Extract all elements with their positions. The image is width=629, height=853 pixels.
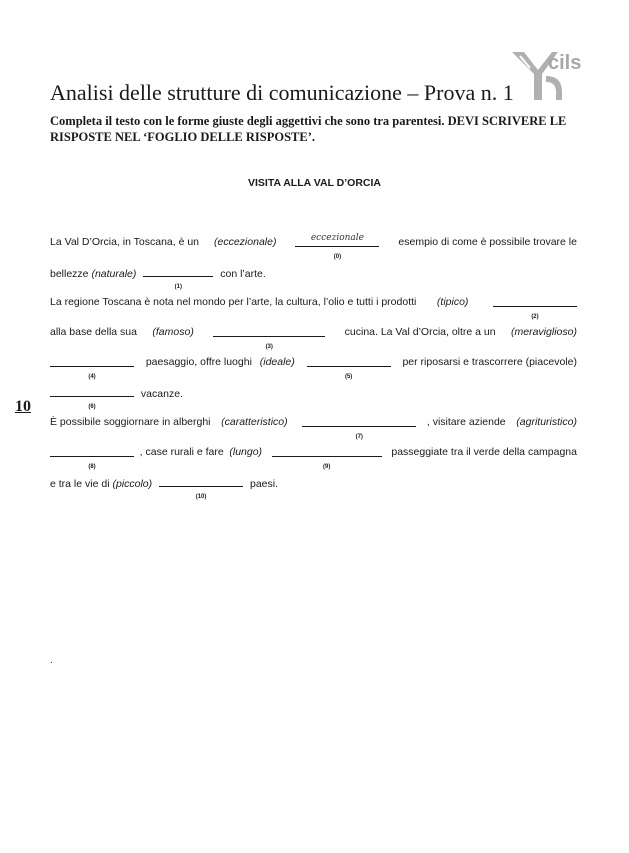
answer-blank-6: [50, 385, 134, 410]
text-line-6: [50, 385, 577, 410]
text-line-7: [50, 415, 577, 440]
text-segment: , visitare aziende: [426, 416, 506, 428]
blank-number: (4): [88, 374, 96, 380]
adjective-hint: (meraviglioso): [511, 326, 577, 338]
blank-number: (2): [531, 314, 539, 320]
text-segment: esempio di come è possibile trovare le: [398, 236, 577, 248]
blank-number: (7): [355, 434, 363, 440]
adjective-hint: (famoso): [152, 326, 194, 338]
text-segment: La regione Toscana è nota nel mondo per l’arte, la cultura, l’olio e tutti i prodotti: [50, 296, 417, 308]
adjective-hint: (ideale): [259, 356, 295, 368]
blank-number: (8): [88, 464, 96, 470]
answer-blank-1: [143, 265, 213, 290]
answer-blank-3: [213, 325, 325, 350]
text-segment: , case rurali e fare: [139, 446, 224, 458]
text-line-9: [50, 475, 577, 500]
text-segment: per riposarsi e trascorrere (piacevole): [402, 356, 577, 368]
text-segment: alla base della sua: [50, 326, 137, 338]
answer-blank-0: [295, 233, 379, 260]
blank-number: (6): [88, 404, 96, 410]
text-segment: e tra le vie di: [50, 478, 110, 490]
adjective-hint: (agrituristico): [516, 416, 577, 428]
blank-number: (1): [174, 284, 182, 290]
text-segment: bellezze: [50, 268, 89, 280]
text-line-8: [50, 445, 577, 470]
answer-blank-2: [493, 295, 577, 320]
answer-blank-4: [50, 355, 134, 380]
adjective-hint: (eccezionale): [214, 236, 277, 248]
text-line-3: [50, 295, 577, 320]
answer-blank-7: [302, 415, 416, 440]
instructions: Completa il testo con le forme giuste degli aggettivi che sono tra parentesi. DEVI SCRIVERE LE RISPOSTE NEL ‘FOGLIO DELLE RISPOSTE’.: [50, 114, 567, 144]
text-line-1: [50, 233, 577, 260]
blank-number: (3): [265, 344, 273, 350]
text-heading: VISITA ALLA VAL D’ORCIA: [248, 177, 381, 189]
text-segment: È possibile soggiornare in alberghi: [50, 416, 211, 428]
text-segment: con l’arte.: [220, 268, 266, 280]
adjective-hint: (naturale): [91, 268, 137, 280]
adjective-hint: (piccolo): [112, 478, 153, 490]
text-segment: passeggiate tra il verde della campagna: [391, 446, 577, 458]
answer-blank-5: [307, 355, 391, 380]
logo-text: cils: [548, 52, 582, 74]
text-segment: paesi.: [249, 478, 279, 490]
page-title: Analisi delle strutture di comunicazione – Prova n. 1: [50, 80, 514, 105]
blank-number: (0): [333, 254, 342, 260]
example-answer: eccezionale: [310, 233, 364, 243]
blank-number: (9): [323, 464, 331, 470]
answer-blank-9: [272, 445, 382, 470]
text-segment: cucina. La Val d’Orcia, oltre a un: [344, 326, 496, 338]
text-segment: paesaggio, offre luoghi: [145, 356, 252, 368]
answer-blank-8: [50, 445, 134, 470]
text-line-4: [50, 325, 577, 350]
text-line-2: [50, 265, 577, 290]
text-segment: vacanze.: [140, 388, 183, 400]
answer-blank-10: [159, 475, 243, 500]
text-line-5: [50, 355, 577, 380]
blank-number: (10): [195, 494, 207, 500]
score-value: 10: [15, 398, 31, 415]
adjective-hint: (lungo): [229, 446, 263, 458]
footer-mark: .: [50, 655, 53, 666]
adjective-hint: (tipico): [436, 296, 469, 308]
adjective-hint: (caratteristico): [221, 416, 288, 428]
text-segment: La Val D’Orcia, in Toscana, è un: [50, 236, 200, 248]
blank-number: (5): [344, 374, 353, 380]
